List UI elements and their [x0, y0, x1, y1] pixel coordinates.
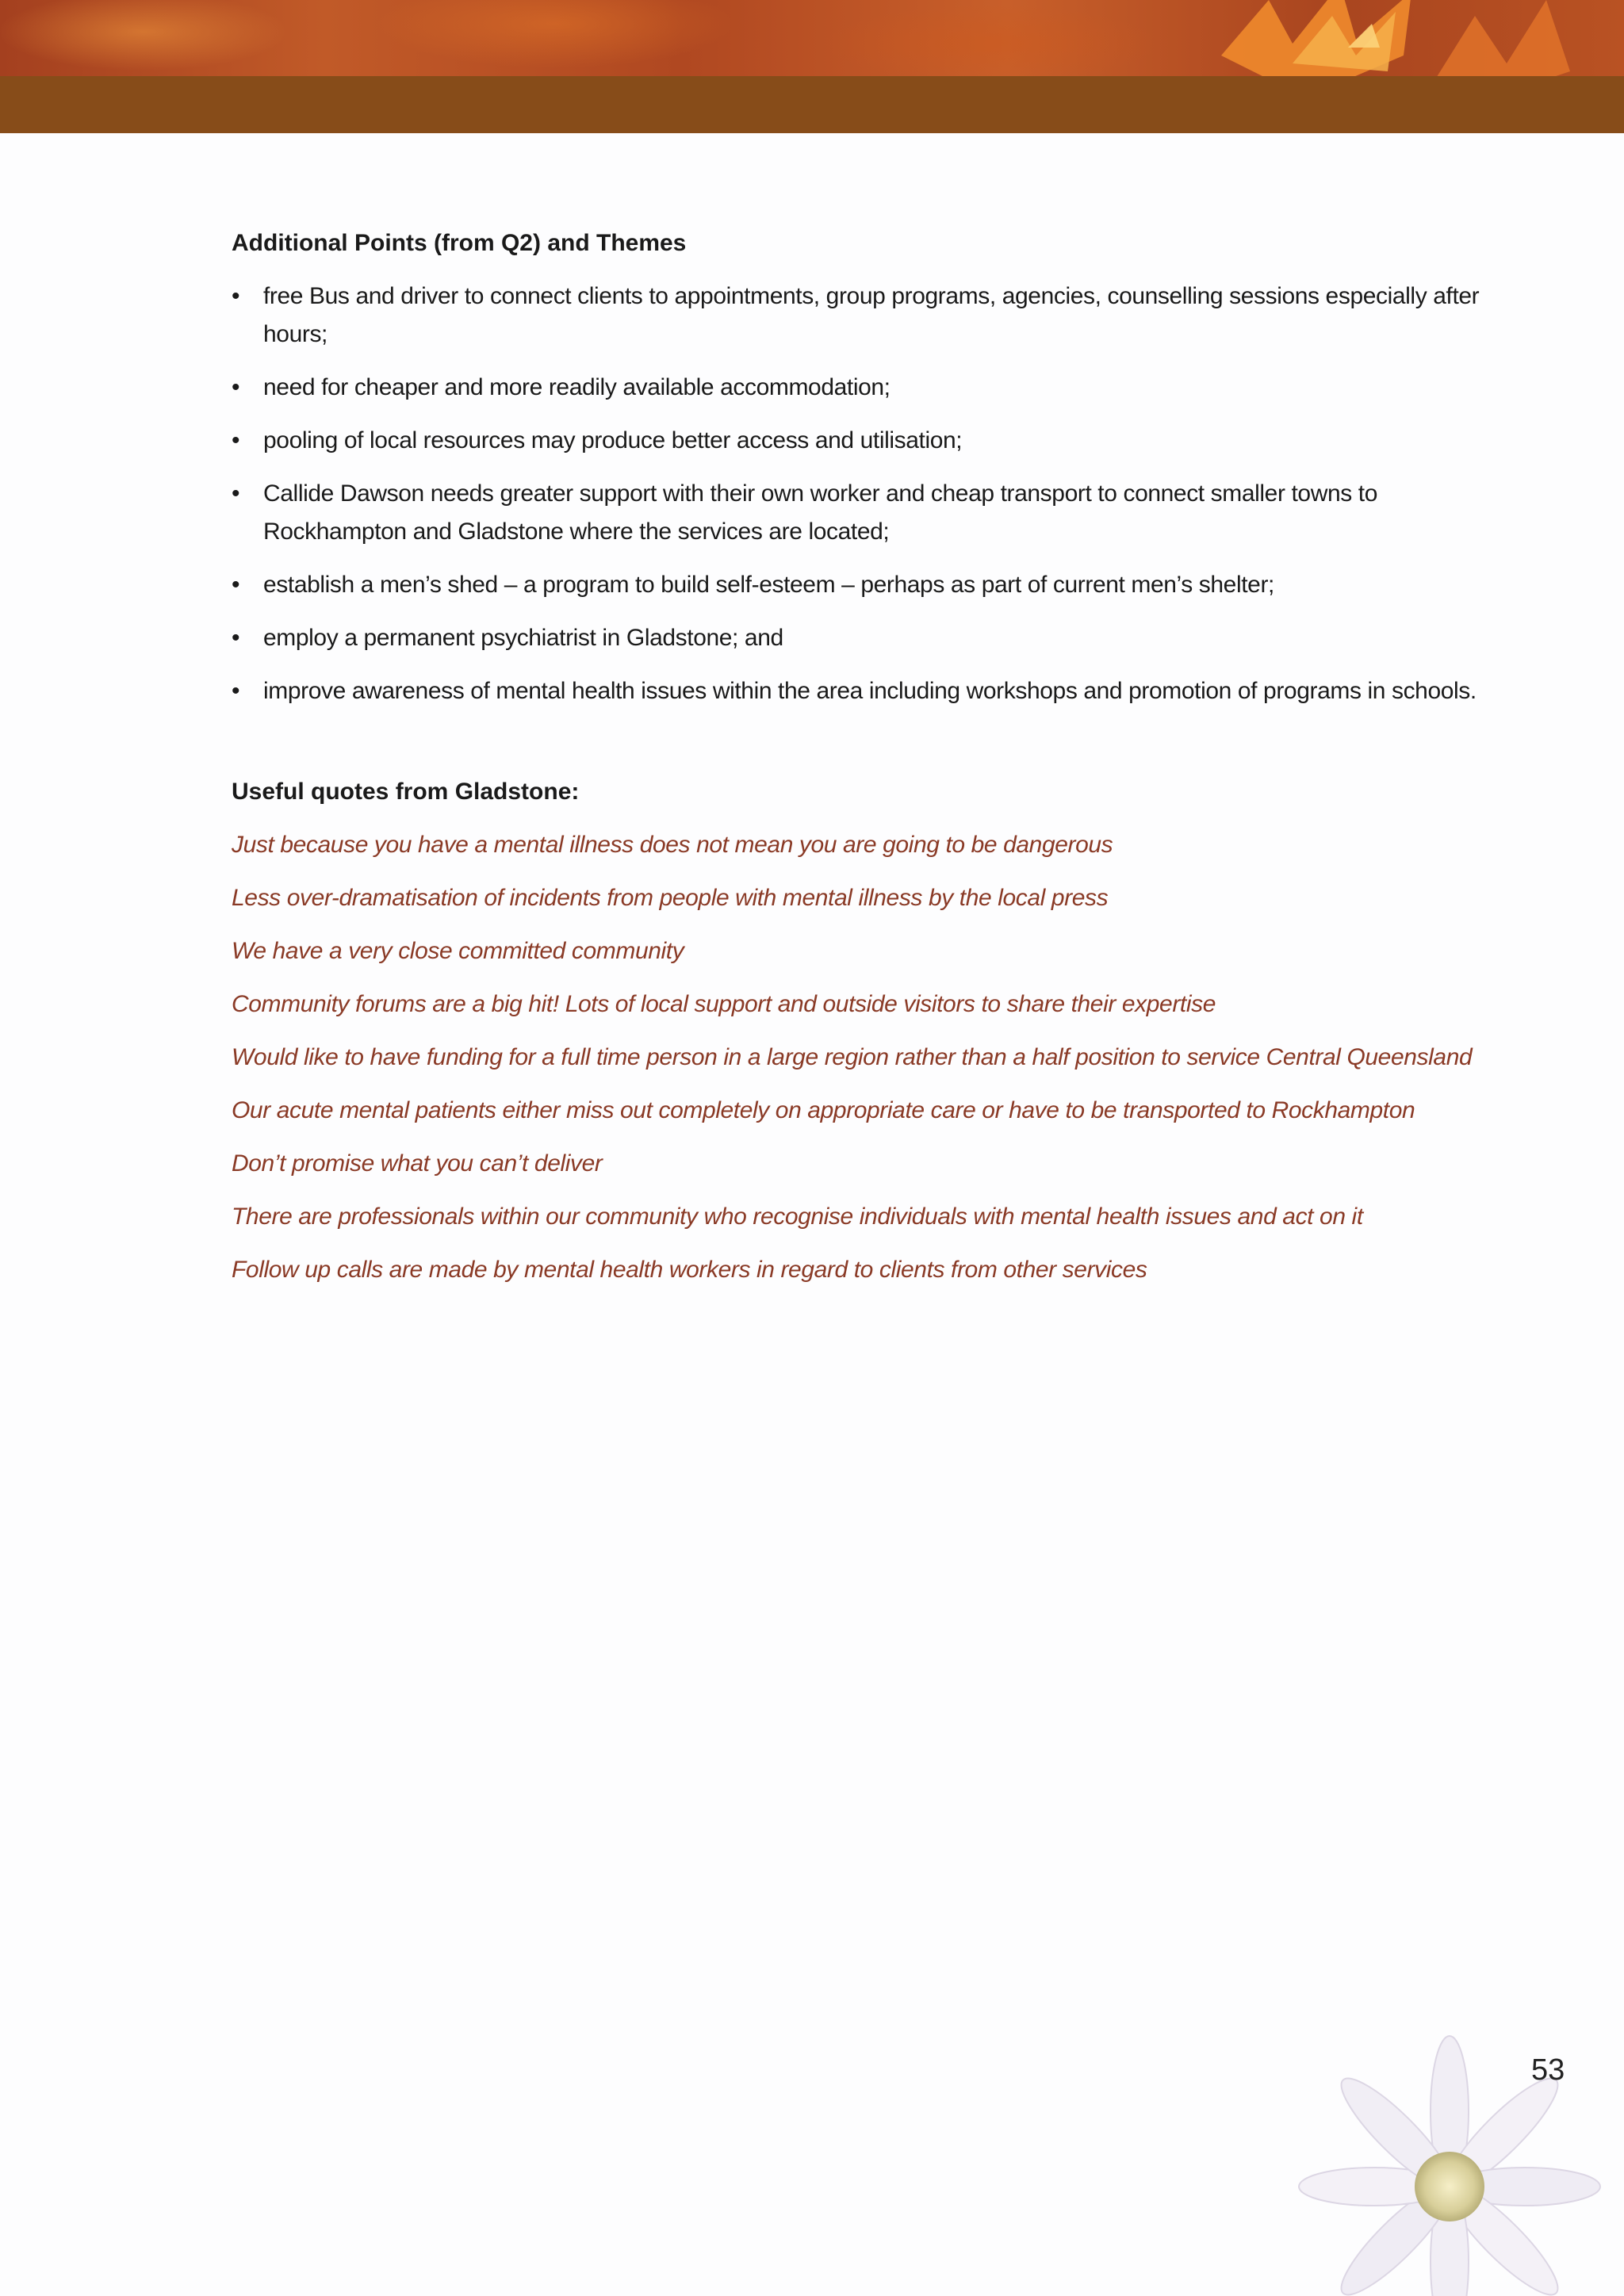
list-item: • Callide Dawson needs greater support with their own worker and cheap transport to connect smaller towns to Rockhampton and Gladstone where the services are located;	[232, 475, 1516, 551]
leaf-decoration-icon	[1174, 0, 1624, 87]
quote-item: Follow up calls are made by mental health workers in regard to clients from other services	[232, 1257, 1147, 1283]
list-item: • employ a permanent psychiatrist in Gladstone; and	[232, 619, 1516, 657]
quote-item: We have a very close committed community	[232, 938, 684, 964]
quote-item: Less over-dramatisation of incidents from people with mental illness by the local press	[232, 885, 1109, 911]
quote-item: Our acute mental patients either miss out completely on appropriate care or have to be transported to Rockhampton	[232, 1097, 1415, 1123]
main-content	[232, 224, 1516, 1304]
banner-band	[0, 76, 1624, 133]
page-number: 53	[1531, 2053, 1565, 2087]
quote-item: Just because you have a mental illness does not mean you are going to be dangerous	[232, 832, 1113, 858]
quote-item: Would like to have funding for a full time person in a large region rather than a half position to service Central Queensland	[232, 1044, 1473, 1070]
list-item: • need for cheaper and more readily available accommodation;	[232, 369, 1516, 407]
list-item: • pooling of local resources may produce better access and utilisation;	[232, 422, 1516, 460]
flannel-flower-icon	[1261, 2030, 1624, 2296]
quotes-heading: Useful quotes from Gladstone:	[232, 779, 580, 805]
additional-points-heading: Additional Points (from Q2) and Themes	[232, 230, 687, 256]
quotes-list	[232, 826, 1516, 1289]
list-item: • free Bus and driver to connect clients to appointments, group programs, agencies, counselling sessions especially after hours;	[232, 277, 1516, 354]
list-item: • establish a men’s shed – a program to build self-esteem – perhaps as part of current men’s shelter;	[232, 566, 1516, 604]
list-item: • improve awareness of mental health issues within the area including workshops and promotion of programs in schools.	[232, 672, 1516, 710]
quote-item: There are professionals within our community who recognise individuals with mental health issues and act on it	[232, 1203, 1363, 1230]
header-banner	[0, 0, 1624, 133]
quote-item: Community forums are a big hit! Lots of local support and outside visitors to share their expertise	[232, 991, 1216, 1017]
quote-item: Don’t promise what you can’t deliver	[232, 1150, 603, 1177]
additional-points-list	[232, 277, 1516, 710]
